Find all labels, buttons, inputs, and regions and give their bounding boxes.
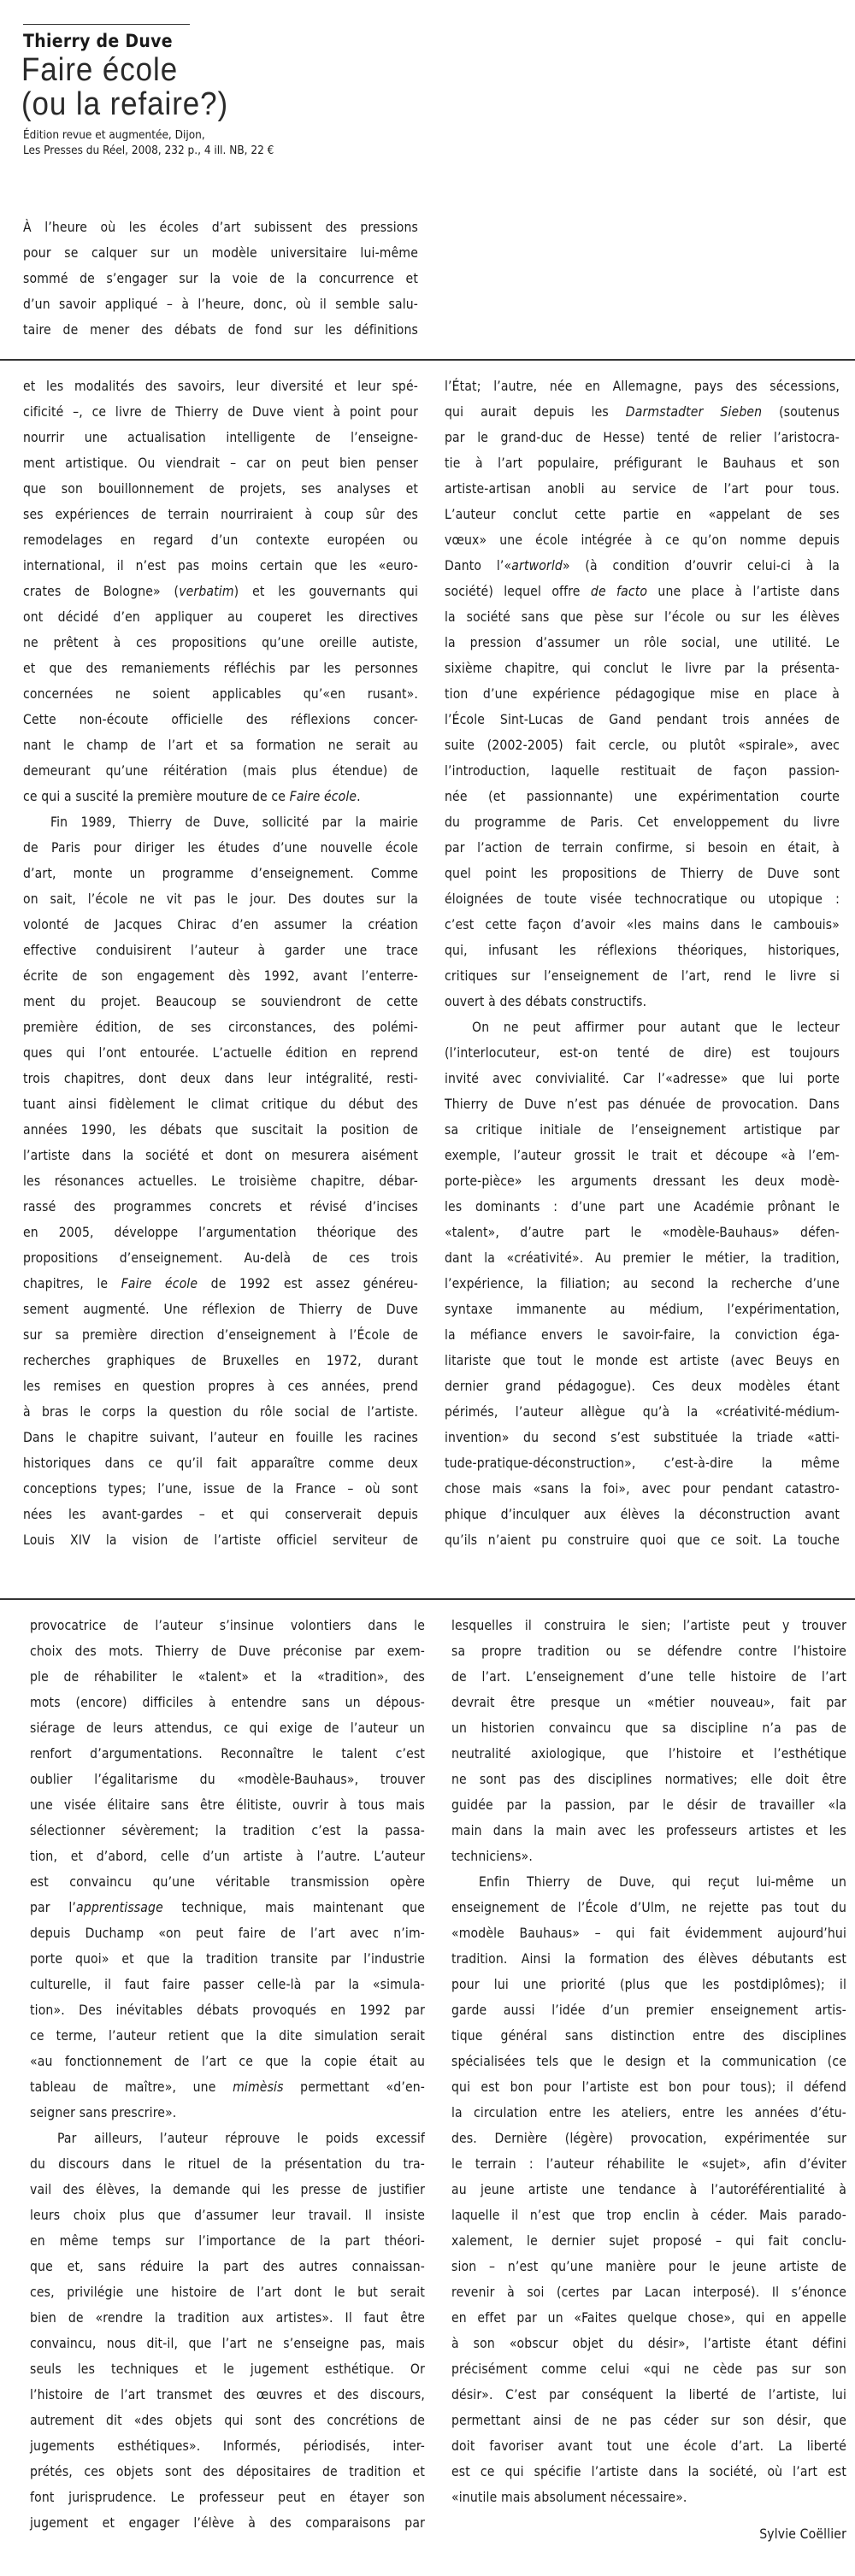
text-line: lesquelles il construira le sien; l’artiste peut y trouver <box>451 1618 846 1633</box>
text-line: ce terme, l’auteur retient que la dite simulation serait <box>30 2028 425 2044</box>
text-line: suite (2002-2005) fait cercle, ou plutôt «spirale», avec <box>445 738 840 753</box>
text-line: chose mais «sans la foi», avec pour pendant catastro- <box>445 1481 840 1497</box>
text-line: précisément comme celui «qui ne cède pas sur son <box>451 2361 846 2377</box>
text-line: pour lui une priorité (plus que les postdiplômes); il <box>451 1977 846 1992</box>
text-line: au jeune artiste une tendance à l’autoréférentialité à <box>451 2182 846 2197</box>
text-line: ont décidé d’en appliquer au couperet les directives <box>23 609 418 625</box>
text-line: une visée élitaire sans être élitiste, ouvrir à tous mais <box>30 1797 425 1813</box>
text-line: invention» du second s’est substituée la triade «atti- <box>445 1430 840 1445</box>
text-line: nourrir une actualisation intelligente de l’enseigne- <box>23 430 418 445</box>
section2-left-column <box>23 373 418 1553</box>
text-line: artiste-artisan anobli au service de l’art pour tous. <box>445 481 840 497</box>
text-line: «au fonctionnement de l’art ce que la copie était au <box>30 2054 425 2069</box>
text-line: désir». C’est par conséquent la liberté de l’artiste, lui <box>451 2387 846 2403</box>
text-line: à son «obscur objet du désir», l’artiste étant défini <box>451 2336 846 2351</box>
text-line: par le grand-duc de Hesse) tenté de relier l’aristocra- <box>445 430 840 445</box>
section3-left-column <box>30 1613 425 2536</box>
text-line: effective conduisirent l’auteur à garder une trace <box>23 943 418 958</box>
text-line: de Paris pour diriger les études d’une nouvelle école <box>23 840 418 856</box>
text-line: porte quoi» et que la tradition transite par l’industrie <box>30 1951 425 1967</box>
text-line: font jurisprudence. Le professeur peut en étayer son <box>30 2490 425 2505</box>
text-line: depuis Duchamp «on peut faire de l’art avec n’im- <box>30 1926 425 1941</box>
text-line: L’auteur conclut cette partie en «appelant de ses <box>445 507 840 522</box>
text-line: jugement et engager l’élève à des comparaisons par <box>30 2515 425 2531</box>
book-title-line-2: (ou la refaire?) <box>21 86 229 122</box>
text-line: mots (encore) difficiles à entendre sans un dépous- <box>30 1695 425 1710</box>
text-line: la pression d’assumer un rôle social, une utilité. Le <box>445 635 840 650</box>
text-line: et les modalités des savoirs, leur diversité et leur spé- <box>23 379 418 394</box>
text-line: vœux» une école intégrée à ce qu’on nomme depuis <box>445 532 840 548</box>
text-line: seuls les techniques et le jugement esthétique. Or <box>30 2361 425 2377</box>
text-line: l’École Sint-Lucas de Gand pendant trois années de <box>445 712 840 727</box>
text-line: conceptions types; l’une, issue de la France – où sont <box>23 1481 418 1497</box>
text-line: leurs choix plus que d’assumer leur travail. Il insiste <box>30 2208 425 2223</box>
text-line: l’État; l’autre, née en Allemagne, pays des sécessions, <box>445 379 840 394</box>
text-line: Fin 1989, Thierry de Duve, sollicité par la mairie <box>50 815 418 830</box>
edition-line-2: Les Presses du Réel, 2008, 232 p., 4 ill. NB, 22 € <box>23 144 274 157</box>
text-line: ses expériences de terrain nourriraient à coup sûr des <box>23 507 418 522</box>
text-line: cificité –, ce livre de Thierry de Duve vient à point pour <box>23 404 418 420</box>
text-line: la méfiance envers le savoir-faire, la conviction éga- <box>445 1327 840 1343</box>
text-line: Par ailleurs, l’auteur réprouve le poids excessif <box>57 2131 425 2146</box>
text-line: «modèle Bauhaus» – qui fait évidemment aujourd’hui <box>451 1926 846 1941</box>
book-title <box>21 53 228 121</box>
text-line: sélectionner sévèrement; la tradition c’est la passa- <box>30 1823 425 1838</box>
text-line: techniciens». <box>451 1849 533 1864</box>
text-line: renfort d’argumentations. Reconnaître le talent c’est <box>30 1746 425 1761</box>
text-line: les dominants : d’une part une Académie prônant le <box>445 1199 840 1214</box>
text-line: sommé de s’engager sur la voie de la concurrence et <box>23 271 418 286</box>
text-line: des. Dernière (légère) provocation, expérimentée sur <box>451 2131 846 2146</box>
text-line: c’est cette façon d’avoir «les mains dans le cambouis» <box>445 917 840 932</box>
text-line: main dans la main avec les professeurs artistes et les <box>451 1823 846 1838</box>
text-line: chapitres, le Faire école de 1992 est assez généreu- <box>23 1276 419 1291</box>
text-line: d’art, monte un programme d’enseignement. Comme <box>23 866 418 881</box>
text-line: «inutile mais absolument nécessaire». <box>451 2490 687 2505</box>
text-line: tude-pratique-déconstruction», c’est-à-dire la même <box>445 1456 840 1471</box>
text-line: ment du projet. Beaucoup se souviendront de cette <box>23 994 418 1009</box>
text-line: ment artistique. Ou viendrait – car on peut bien penser <box>23 456 418 471</box>
text-line: Thierry de Duve n’est pas dénuée de provocation. Dans <box>445 1097 840 1112</box>
text-line: années 1990, les débats que suscitait la position de <box>23 1122 418 1138</box>
text-line: du discours dans le rituel de la présentation du tra- <box>30 2156 425 2172</box>
text-line: prétés, ces objets sont des dépositaires de tradition et <box>30 2464 425 2479</box>
section-divider-2 <box>0 1598 855 1600</box>
text-line: propositions d’enseignement. Au-delà de ces trois <box>23 1250 418 1266</box>
text-line: ne prêtent à ces propositions qu’une oreille autiste, <box>23 635 418 650</box>
text-line: guidée par la passion, par le désir de travailler «la <box>451 1797 846 1813</box>
text-line: critiques sur l’enseignement de l’art, rend le livre si <box>445 968 840 984</box>
text-line: que son bouillonnement de projets, ses analyses et <box>23 481 418 497</box>
text-line: Dans le chapitre suivant, l’auteur en fouille les racines <box>23 1430 418 1445</box>
text-line: doit favoriser avant tout une école d’art. La liberté <box>451 2438 846 2454</box>
text-line: remodelages en regard d’un contexte européen ou <box>23 532 418 548</box>
text-line: périmés, l’auteur allègue qu’à la «créativité-médium- <box>445 1404 840 1420</box>
text-line: À l’heure où les écoles d’art subissent des pressions <box>23 220 418 235</box>
edition-info <box>23 127 274 158</box>
text-line: la circulation entre les ateliers, entre les années d’étu- <box>451 2105 846 2120</box>
text-line: première édition, de ses circonstances, des polémi- <box>23 1020 418 1035</box>
text-line: garde aussi l’idée d’un premier enseignement artis- <box>451 2003 846 2018</box>
text-line: éloignées de toute visée technocratique ou utopique : <box>445 891 840 907</box>
text-line: tuant ainsi fidèlement le climat critique du début des <box>23 1097 418 1112</box>
text-line: exemple, l’auteur grossit le trait et découpe «à l’em- <box>445 1148 840 1163</box>
text-line: jugements esthétiques». Informés, périodisés, inter- <box>30 2438 425 2454</box>
text-line: les résonances actuelles. Le troisième chapitre, débar- <box>23 1173 418 1189</box>
text-line: neutralité axiologique, que l’histoire et l’esthétique <box>451 1746 846 1761</box>
text-line: écrite de son engagement dès 1992, avant l’enterre- <box>23 968 418 984</box>
text-line: en 2005, développe l’argumentation théorique des <box>23 1225 418 1240</box>
text-line: qu’ils n’aient pu construire quoi que ce soit. La touche <box>445 1532 840 1548</box>
text-line: laquelle il n’est que trop enclin à céder. Mais parado- <box>451 2208 846 2223</box>
text-line: oublier l’égalitarisme du «modèle-Bauhaus», trouver <box>30 1772 425 1787</box>
text-line: historiques dans ce qu’il fait apparaître comme deux <box>23 1456 418 1471</box>
text-line: syntaxe immanente au médium, l’expérimentation, <box>445 1302 840 1317</box>
book-author: Thierry de Duve <box>23 31 173 51</box>
text-line: l’artiste dans la société et dont on mesurera aisément <box>23 1148 418 1163</box>
text-line: est ce qui spécifie l’artiste dans la société, où l’art est <box>451 2464 846 2479</box>
text-line: tradition. Ainsi la formation des élèves débutants est <box>451 1951 846 1967</box>
text-line: sa propre tradition ou se défendre contre l’histoire <box>451 1644 846 1659</box>
text-line: spécialisées tels que le design et la communication (ce <box>451 2054 846 2069</box>
text-line: dant la «créativité». Au premier le métier, la tradition, <box>445 1250 840 1266</box>
text-line: qui est bon pour l’artiste est bon pour tous); il défend <box>451 2079 846 2095</box>
text-line: en effet par un «Faites quelque chose», qui en appelle <box>451 2310 846 2326</box>
text-line: seigner sans prescrire». <box>30 2105 177 2120</box>
text-line: sixième chapitre, qui conclut le livre par la présenta- <box>445 661 840 676</box>
text-line: Danto l’«artworld» (à condition d’ouvrir celui-ci à la <box>445 558 840 573</box>
text-line: à bras le corps la question du rôle social de l’artiste. <box>23 1404 418 1420</box>
text-line: concernées ne soient applicables qu’«en rusant». <box>23 686 418 702</box>
text-line: Enfin Thierry de Duve, qui reçut lui-même un <box>479 1874 846 1890</box>
text-line: demeurant qu’une réitération (mais plus étendue) de <box>23 763 418 779</box>
intro-paragraph <box>23 215 418 343</box>
section3-right-column <box>451 1613 846 2510</box>
text-line: invité avec convivialité. Car l’«adresse» que lui porte <box>445 1071 840 1086</box>
text-line: la société sans que pèse sur l’école ou sur les élèves <box>445 609 840 625</box>
text-line: «talent», d’autre part le «modèle-Bauhaus» défen- <box>445 1225 840 1240</box>
text-line: un historien convaincu que sa discipline n’a pas de <box>451 1720 846 1736</box>
text-line: en même temps sur l’importance de la part théori- <box>30 2233 425 2249</box>
text-line: les remises en question propres à ces années, prend <box>23 1379 418 1394</box>
text-line: rassé des programmes concrets et révisé d’incises <box>23 1199 418 1214</box>
text-line: ple de réhabiliter le «talent» et la «tradition», des <box>30 1669 425 1685</box>
text-line: l’histoire de l’art transmet des œuvres et des discours, <box>30 2387 425 2403</box>
text-line: tique général sans distinction entre des disciplines <box>451 2028 846 2044</box>
text-line: l’introduction, laquelle restituait de façon passion- <box>445 763 840 779</box>
text-line: culturelle, il faut faire passer celle-là par la «simula- <box>30 1977 425 1992</box>
text-line: taire de mener des débats de fond sur les définitions <box>23 322 418 338</box>
text-line: née (et passionnante) une expérimentation courte <box>445 789 840 804</box>
text-line: qui, infusant les réflexions théoriques, historiques, <box>445 943 840 958</box>
text-line: pour se calquer sur un modèle universitaire lui-même <box>23 245 418 261</box>
text-line: sur sa première direction d’enseignement à l’École de <box>23 1327 418 1343</box>
text-line: est convaincu qu’une véritable transmission opère <box>30 1874 425 1890</box>
text-line: sement augmenté. Une réflexion de Thierry de Duve <box>23 1302 418 1317</box>
text-line: ouvert à des débats constructifs. <box>445 994 647 1009</box>
text-line: par l’action de terrain confirme, si besoin en était, à <box>445 840 840 856</box>
text-line: du programme de Paris. Cet enveloppement du livre <box>445 815 840 830</box>
text-line: Cette non-écoute officielle des réflexions concer- <box>23 712 418 727</box>
text-line: tion, et d’abord, celle d’un artiste à l’autre. L’auteur <box>30 1849 425 1864</box>
text-line: sa critique initiale de l’enseignement artistique par <box>445 1122 840 1138</box>
text-line: (l’interlocuteur, est-on tenté de dire) est toujours <box>445 1045 840 1061</box>
text-line: tion». Des inévitables débats provoqués en 1992 par <box>30 2003 425 2018</box>
text-line: bien de «rendre la tradition aux artistes». Il faut être <box>30 2310 425 2326</box>
text-line: volonté de Jacques Chirac d’en assumer la création <box>23 917 418 932</box>
text-line: devrait être presque un «métier nouveau», fait par <box>451 1695 846 1710</box>
section2-right-column <box>445 373 840 1553</box>
text-line: crates de Bologne» (verbatim) et les gouvernants qui <box>23 584 418 599</box>
edition-line-1: Édition revue et augmentée, Dijon, <box>23 128 205 142</box>
book-title-line-1: Faire école <box>21 52 179 88</box>
text-line: nées les avant-gardes – et qui conserverait depuis <box>23 1507 418 1522</box>
text-line: dernier grand pédagogue). Ces deux modèles étant <box>445 1379 840 1394</box>
review-signature: Sylvie Coëllier <box>759 2526 846 2542</box>
text-line: recherches graphiques de Bruxelles en 1972, durant <box>23 1353 418 1368</box>
section-divider-1 <box>0 359 855 361</box>
text-line: convaincu, nous dit-il, que l’art ne s’enseigne pas, mais <box>30 2336 425 2351</box>
text-line: Louis XIV la vision de l’artiste officiel serviteur de <box>23 1532 418 1548</box>
text-line: tion d’une expérience pédagogique mise en place à <box>445 686 840 702</box>
text-line: et que des remaniements réfléchis par les personnes <box>23 661 418 676</box>
text-line: phique d’inculquer aux élèves la déconstruction avant <box>445 1507 840 1522</box>
text-line: provocatrice de l’auteur s’insinue volontiers dans le <box>30 1618 425 1633</box>
text-line: vail des élèves, la demande qui les presse de justifier <box>30 2182 425 2197</box>
text-line: qui aurait depuis les Darmstadter Sieben (soutenus <box>445 404 840 420</box>
text-line: que et, sans réduire la part des autres connaissan- <box>30 2259 425 2274</box>
header-rule <box>23 24 190 25</box>
text-line: de l’art. L’enseignement d’une telle histoire de l’art <box>451 1669 846 1685</box>
text-line: l’expérience, la filiation; au second la recherche d’une <box>445 1276 840 1291</box>
text-line: tie à l’art populaire, préfigurant le Bauhaus et son <box>445 456 840 471</box>
text-line: société) lequel offre de facto une place à l’artiste dans <box>445 584 840 599</box>
text-line: par l’apprentissage technique, mais maintenant que <box>30 1900 425 1915</box>
text-line: le terrain : l’auteur réhabilite le «sujet», afin d’éviter <box>451 2156 846 2172</box>
text-line: ces, privilégie une histoire de l’art dont le but serait <box>30 2285 425 2300</box>
text-line: d’un savoir appliqué – à l’heure, donc, où il semble salu- <box>23 297 418 312</box>
text-line: ne sont pas des disciplines normatives; elle doit être <box>451 1772 846 1787</box>
text-line: autrement dit «des objets qui sont des concrétions de <box>30 2413 425 2428</box>
text-line: On ne peut affirmer pour autant que le lecteur <box>472 1020 840 1035</box>
text-line: xalement, le dernier sujet proposé – qui fait conclu- <box>451 2233 846 2249</box>
text-line: ce qui a suscité la première mouture de ce Faire école. <box>23 789 361 804</box>
text-line: siérage de leurs attendus, ce qui exige de l’auteur un <box>30 1720 425 1736</box>
text-line: international, il n’est pas moins certain que les «euro- <box>23 558 418 573</box>
text-line: choix des mots. Thierry de Duve préconise par exem- <box>30 1644 425 1659</box>
text-line: nant le champ de l’art et sa formation ne serait au <box>23 738 418 753</box>
text-line: ques qui l’ont entourée. L’actuelle édition en reprend <box>23 1045 418 1061</box>
text-line: sion – n’est qu’une manière pour le jeune artiste de <box>451 2259 846 2274</box>
text-line: enseignement de l’École d’Ulm, ne rejette pas tout du <box>451 1900 846 1915</box>
text-line: on sait, l’école ne vit pas le jour. Des doutes sur la <box>23 891 418 907</box>
text-line: revenir à soi (certes par Lacan interposé). Il s’énonce <box>451 2285 846 2300</box>
text-line: quel point les propositions de Thierry de Duve sont <box>445 866 840 881</box>
text-line: litariste que tout le monde est artiste (avec Beuys en <box>445 1353 840 1368</box>
text-line: trois chapitres, dont deux dans leur intégralité, resti- <box>23 1071 418 1086</box>
text-line: tableau de maître», une mimèsis permettant «d’en- <box>30 2079 425 2095</box>
text-line: permettant ainsi de ne pas céder sur son désir, que <box>451 2413 846 2428</box>
text-line: porte-pièce» les arguments dressant les deux modè- <box>445 1173 840 1189</box>
